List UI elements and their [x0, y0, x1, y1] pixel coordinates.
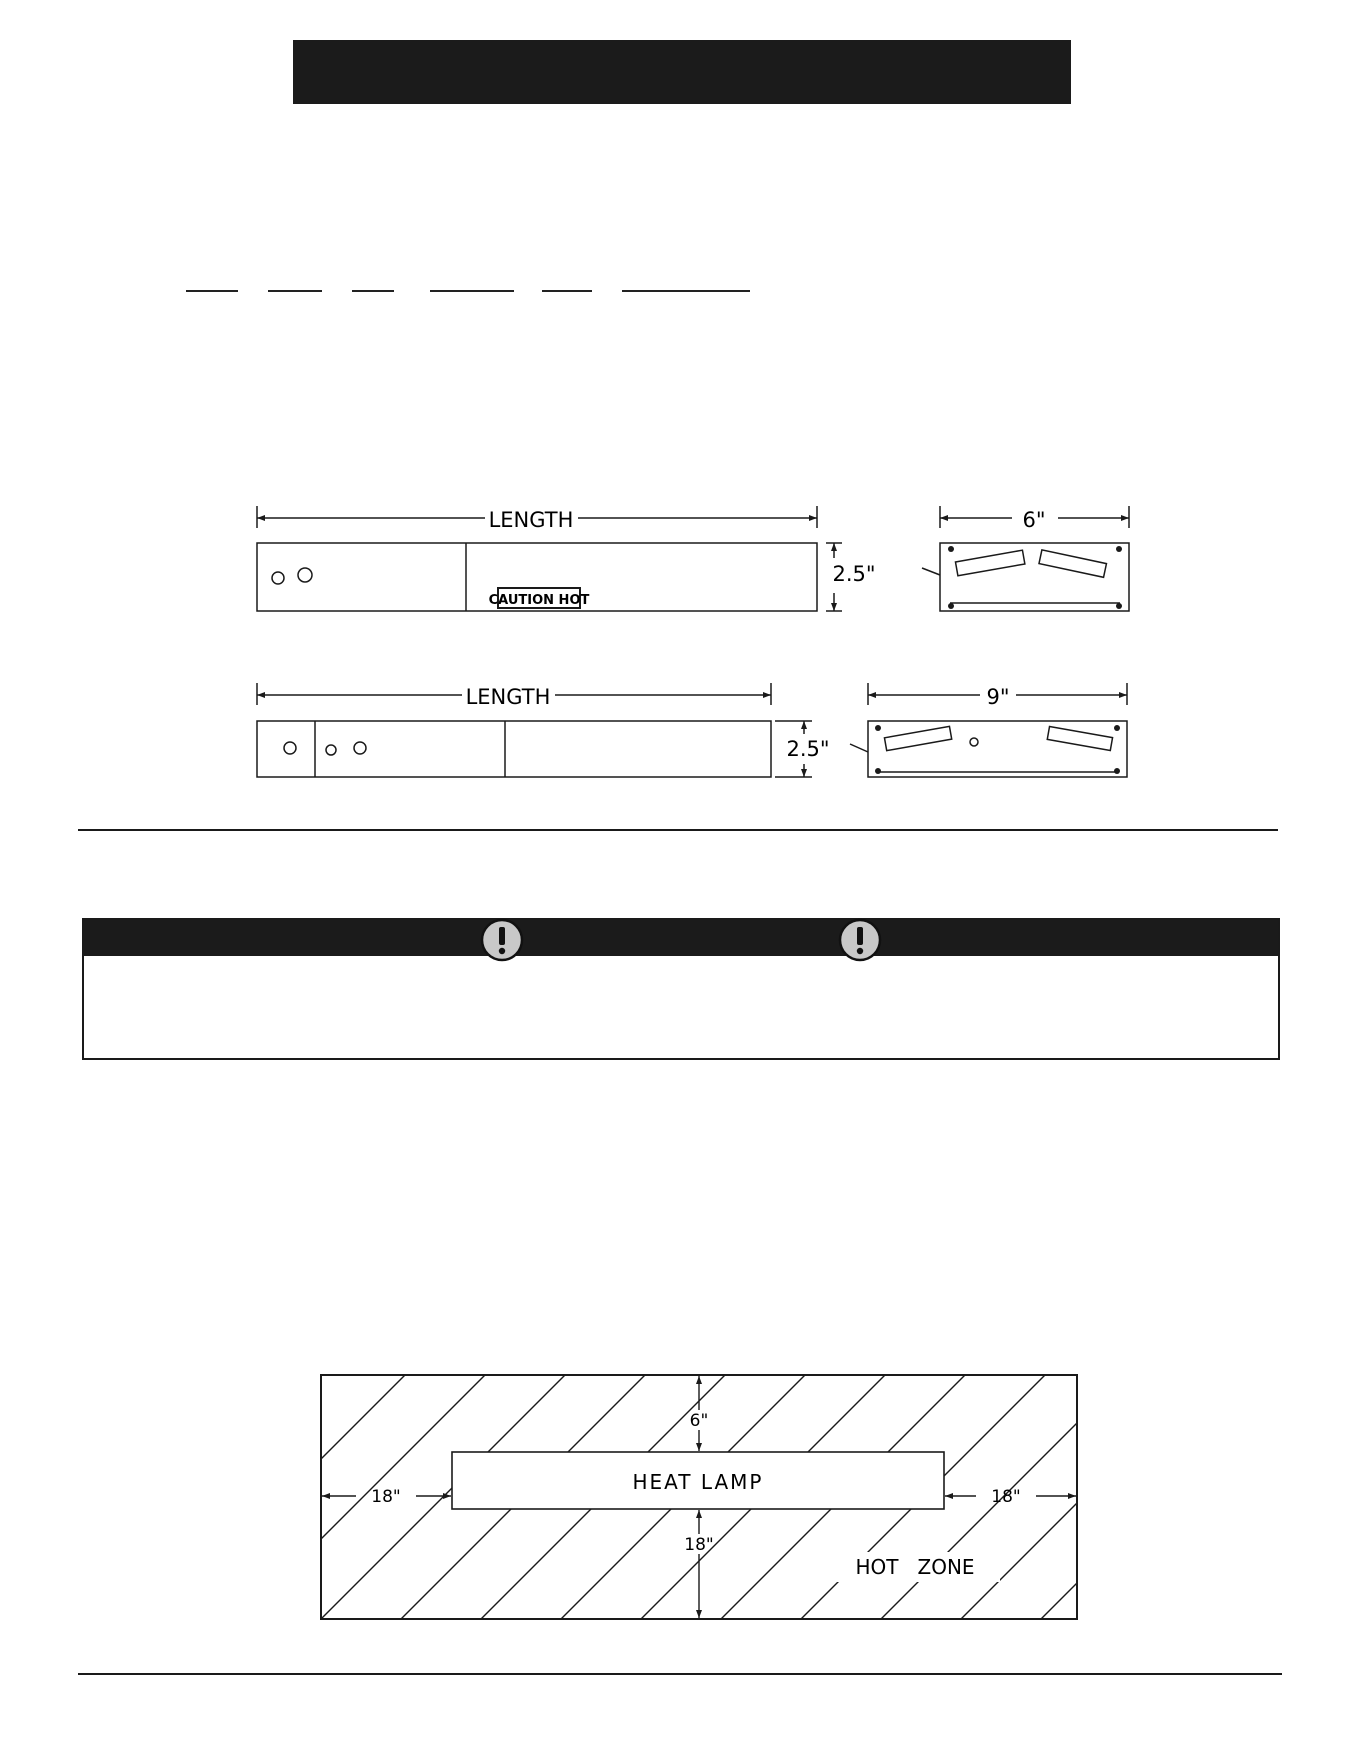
height-label: 2.5": [832, 562, 876, 586]
length-label: LENGTH: [465, 685, 551, 709]
depth-label: 9": [986, 685, 1010, 709]
depth-label: 6": [1022, 508, 1046, 532]
heat-lamp-label: HEAT LAMP: [632, 1470, 764, 1494]
section-divider: [78, 829, 1278, 831]
right-clearance-label: 18": [991, 1487, 1021, 1507]
caution-hot-label: CAUTION HOT: [488, 593, 590, 608]
warning-header: [84, 920, 1278, 956]
hot-zone-diagram: [320, 1374, 1078, 1620]
left-clearance-label: 18": [371, 1487, 401, 1507]
bottom-clearance-label: 18": [684, 1535, 714, 1555]
hot-zone-label: HOT ZONE: [855, 1555, 975, 1579]
warning-box: [82, 918, 1280, 1060]
height-label: 2.5": [786, 737, 830, 761]
footer-divider: [78, 1673, 1282, 1675]
top-clearance-label: 6": [689, 1411, 709, 1431]
dimension-diagrams: [0, 0, 1361, 800]
exclamation-icon: [480, 918, 524, 962]
length-label: LENGTH: [488, 508, 574, 532]
exclamation-icon: [838, 918, 882, 962]
